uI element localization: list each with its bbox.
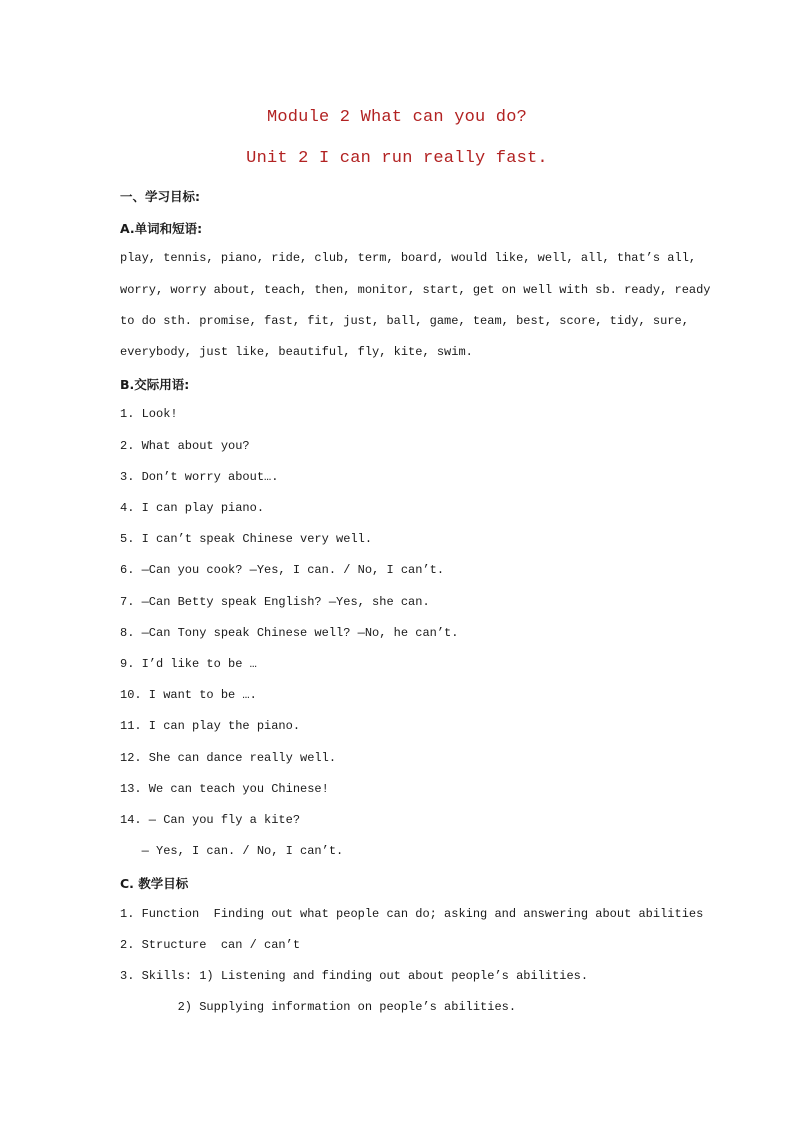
section-heading-teaching-objectives: C. 教学目标: [120, 876, 189, 891]
expression-item: 1. Look!: [120, 407, 178, 421]
expression-item: 7. —Can Betty speak English? —Yes, she can.: [120, 595, 430, 609]
expression-item: 9. I’d like to be …: [120, 657, 257, 671]
expression-item: 12. She can dance really well.: [120, 751, 337, 765]
expression-item: 2. What about you?: [120, 439, 250, 453]
objective-item: 2) Supplying information on people’s abilities.: [120, 1000, 517, 1014]
expression-item: 4. I can play piano.: [120, 501, 265, 515]
objective-item: 2. Structure can / can’t: [120, 938, 301, 952]
expression-item: — Yes, I can. / No, I can’t.: [120, 844, 344, 858]
vocab-line: play, tennis, piano, ride, club, term, board, would like, well, all, that’s all,: [120, 251, 697, 265]
section-heading-expressions: B.交际用语:: [120, 377, 190, 392]
unit-title: Unit 2 I can run really fast.: [246, 149, 548, 168]
section-heading-words: A.单词和短语:: [120, 221, 203, 236]
vocab-line: to do sth. promise, fast, fit, just, ball, game, team, best, score, tidy, sure,: [120, 314, 689, 328]
expression-item: 13. We can teach you Chinese!: [120, 782, 329, 796]
expression-item: 6. —Can you cook? —Yes, I can. / No, I can’t.: [120, 563, 445, 577]
vocab-line: worry, worry about, teach, then, monitor, start, get on well with sb. ready, ready: [120, 283, 711, 297]
expression-item: 3. Don’t worry about….: [120, 470, 279, 484]
expression-item: 8. —Can Tony speak Chinese well? —No, he can’t.: [120, 626, 459, 640]
objective-item: 3. Skills: 1) Listening and finding out about people’s abilities.: [120, 969, 589, 983]
expression-item: 10. I want to be ….: [120, 688, 257, 702]
expression-item: 14. — Can you fly a kite?: [120, 813, 301, 827]
section-heading-objectives: 一、学习目标:: [120, 189, 200, 204]
objective-item: 1. Function Finding out what people can do; asking and answering about abilities: [120, 907, 704, 921]
expression-item: 11. I can play the piano.: [120, 719, 301, 733]
vocab-line: everybody, just like, beautiful, fly, kite, swim.: [120, 345, 473, 359]
module-title: Module 2 What can you do?: [266, 108, 528, 127]
expression-item: 5. I can’t speak Chinese very well.: [120, 532, 373, 546]
